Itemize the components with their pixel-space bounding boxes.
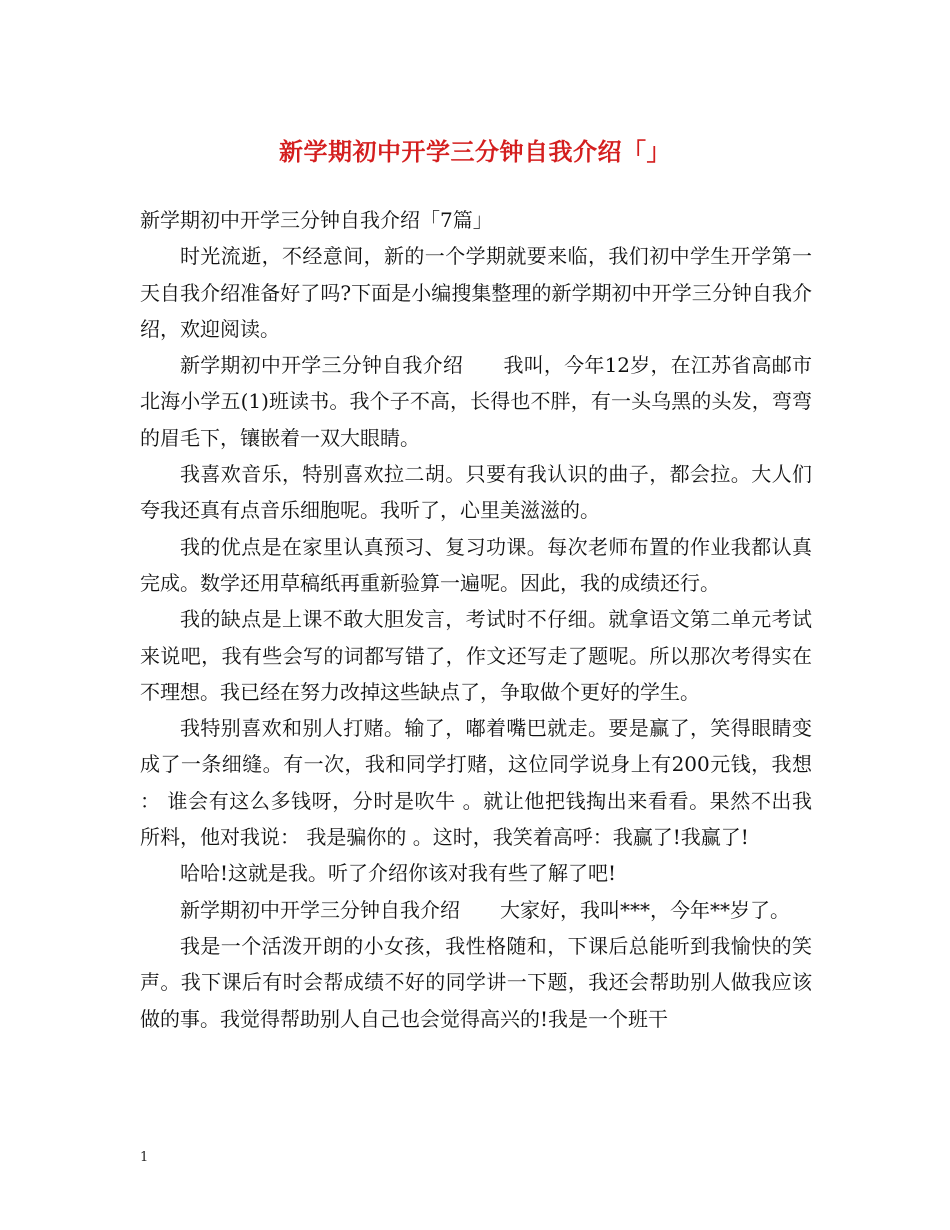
- paragraph: 我喜欢音乐，特别喜欢拉二胡。只要有我认识的曲子，都会拉。大人们夸我还真有点音乐细胞呢。我听了，心里美滋滋的。: [140, 462, 812, 523]
- document-title: 新学期初中开学三分钟自我介绍「」: [279, 137, 671, 166]
- page-number: 1: [140, 1150, 149, 1165]
- paragraph: 我的优点是在家里认真预习、复习功课。每次老师布置的作业我都认真完成。数学还用草稿纸再重新验算一遍呢。因此，我的成绩还行。: [140, 534, 812, 595]
- paragraph: 我是一个活泼开朗的小女孩，我性格随和，下课后总能听到我愉快的笑声。我下课后有时会帮成绩不好的同学讲一下题，我还会帮助别人做我应该做的事。我觉得帮助别人自己也会觉得高兴的!我是一个班干: [140, 933, 812, 1031]
- document-body: [140, 202, 812, 1037]
- paragraph: 我特别喜欢和别人打赌。输了，嘟着嘴巴就走。要是赢了，笑得眼睛变成了一条细缝。有一次，我和同学打赌，这位同学说身上有200元钱，我想 ： 谁会有这么多钱呀，分时是吹牛 。就让他把钱掏出来看看。果然不出我所料，他对我说： 我是骗你的 。这时，我笑着高呼：我赢了!我赢了!: [140, 716, 812, 850]
- paragraph: 时光流逝，不经意间，新的一个学期就要来临，我们初中学生开学第一天自我介绍准备好了吗?下面是小编搜集整理的新学期初中开学三分钟自我介绍，欢迎阅读。: [140, 244, 812, 341]
- paragraph: 哈哈!这就是我。听了介绍你该对我有些了解了吧!: [180, 861, 617, 886]
- paragraph: 我的缺点是上课不敢大胆发言，考试时不仔细。就拿语文第二单元考试来说吧，我有些会写的词都写错了，作文还写走了题呢。所以那次考得实在不理想。我已经在努力改掉这些缺点了，争取做个更好的学生。: [140, 607, 812, 704]
- paragraph: 新学期初中开学三分钟自我介绍 大家好，我叫***，今年**岁了。: [180, 897, 790, 922]
- paragraph: 新学期初中开学三分钟自我介绍 我叫，今年12岁，在江苏省高邮市北海小学五(1)班读书。我个子不高，长得也不胖，有一头乌黑的头发，弯弯的眉毛下，镶嵌着一双大眼睛。: [140, 353, 812, 450]
- paragraph: 新学期初中开学三分钟自我介绍「7篇」: [140, 208, 493, 232]
